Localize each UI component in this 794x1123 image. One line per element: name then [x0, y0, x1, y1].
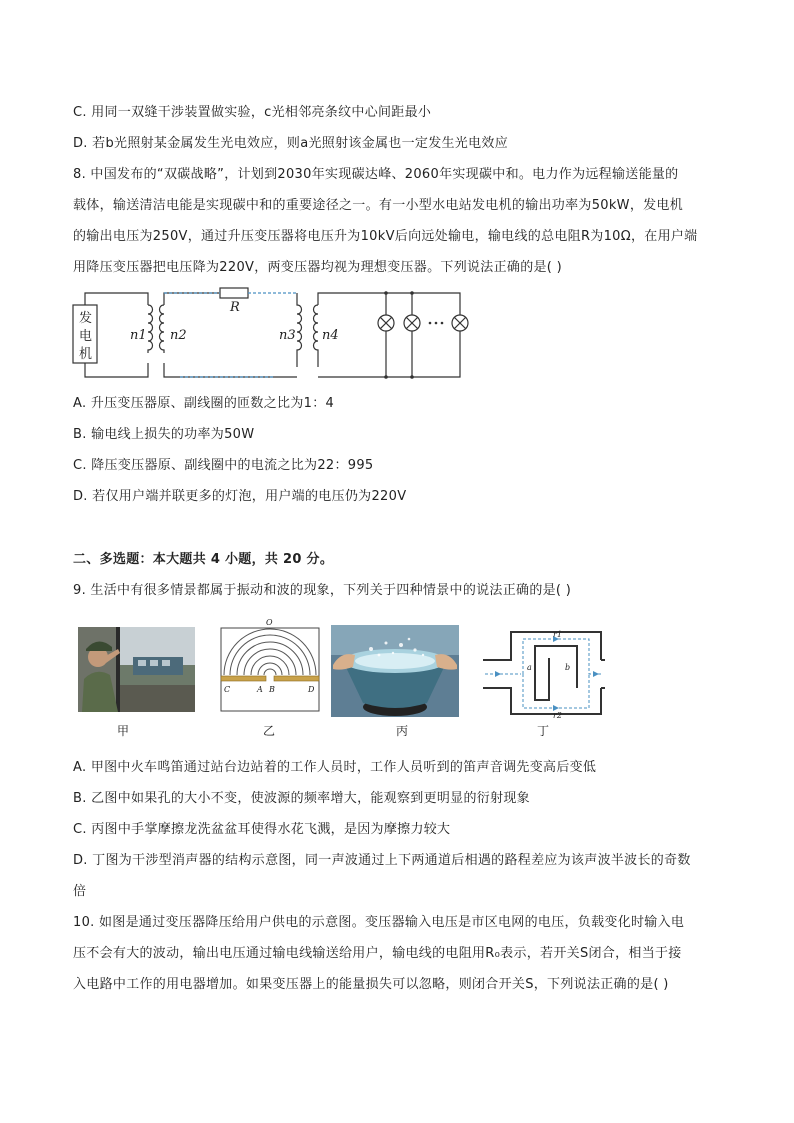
- caption-bing: 丙: [396, 724, 409, 738]
- q9-stem: 9. 生活中有很多情景都属于振动和波的现象，下列关于四种情景中的说法正确的是( ): [73, 583, 572, 598]
- coil-label-n1: n1: [130, 328, 147, 343]
- generator-char-1: 发: [79, 311, 93, 326]
- q9-option-d: D. 丁图为干涉型消声器的结构示意图，同一声波通过上下两通道后相遇的路程差应为该声波半波长的奇数: [73, 853, 691, 868]
- q8-option-d: D. 若仅用户端并联更多的灯泡，用户端的电压仍为220V: [73, 489, 407, 504]
- lamp-icon: [404, 315, 420, 331]
- label-r1: r1: [553, 630, 562, 639]
- label-o: O: [266, 618, 273, 627]
- caption-ding: 丁: [537, 724, 550, 738]
- q8-stem-line-4: 用降压变压器把电压降为220V，两变压器均视为理想变压器。下列说法正确的是( ): [73, 260, 562, 275]
- label-c: C: [224, 685, 231, 694]
- generator-char-3: 机: [79, 347, 93, 362]
- q8-option-a: A. 升压变压器原、副线圈的匝数之比为1：4: [73, 396, 335, 411]
- photo-bing-water-basin: [331, 625, 459, 717]
- q8-option-c: C. 降压变压器原、副线圈中的电流之比为22：995: [73, 458, 374, 473]
- q9-option-a: A. 甲图中火车鸣笛通过站台边站着的工作人员时，工作人员听到的笛声音调先变高后变低: [73, 760, 597, 775]
- generator-char-2: 电: [79, 329, 93, 344]
- transmission-circuit-diagram: [70, 285, 480, 385]
- coil-n2: [160, 305, 165, 353]
- caption-yi: 乙: [263, 724, 276, 738]
- coil-n3: [297, 293, 302, 367]
- silencer-diagram: [481, 628, 607, 720]
- q10-stem-line-1: 10. 如图是通过变压器降压给用户供电的示意图。变压器输入电压是市区电网的电压，负载变化时输入电: [73, 915, 685, 930]
- q9-option-b: B. 乙图中如果孔的大小不变，使波源的频率增大，能观察到更明显的衍射现象: [73, 791, 530, 806]
- coil-n1: [148, 305, 153, 353]
- q8-option-b: B. 输电线上损失的功率为50W: [73, 427, 255, 442]
- q9-option-c: C. 丙图中手掌摩擦龙洗盆盆耳使得水花飞溅，是因为摩擦力较大: [73, 822, 451, 837]
- label-a: A: [257, 685, 263, 694]
- label-a: a: [527, 663, 532, 672]
- photo-jia-worker-train: [78, 627, 195, 712]
- lamp-icon: [452, 315, 468, 331]
- q8-stem-line-2: 载体，输送清洁电能是实现碳中和的重要途径之一。有一小型水电站发电机的输出功率为50kW，发电机: [73, 198, 684, 213]
- label-b: b: [565, 663, 571, 672]
- q8-stem-line-1: 8. 中国发布的“双碳战略”，计划到2030年实现碳达峰、2060年实现碳中和。电力作为远程输送能量的: [73, 167, 679, 182]
- diffraction-diagram: [220, 620, 320, 712]
- coil-n4: [314, 305, 319, 367]
- lamp-icon: [378, 315, 394, 331]
- q7-option-c: C. 用同一双缝干涉装置做实验，c光相邻亮条纹中心间距最小: [73, 105, 432, 120]
- coil-label-n2: n2: [170, 328, 187, 343]
- q8-stem-line-3: 的输出电压为250V，通过升压变压器将电压升为10kV后向远处输电，输电线的总电阻R为10Ω，在用户端: [73, 229, 698, 244]
- q10-stem-line-3: 入电路中工作的用电器增加。如果变压器上的能量损失可以忽略，则闭合开关S，下列说法正确的是( ): [73, 977, 669, 992]
- q10-stem-line-2: 压不会有大的波动，输出电压通过输电线输送给用户，输电线的电阻用R₀表示，若开关S闭合，相当于接: [73, 946, 682, 961]
- caption-jia: 甲: [117, 724, 130, 738]
- coil-label-n3: n3: [279, 328, 296, 343]
- q9-option-d-cont: 倍: [73, 884, 87, 899]
- section-title: 二、多选题：本大题共 4 小题，共 20 分。: [73, 552, 334, 567]
- label-b: B: [269, 685, 275, 694]
- q7-option-d: D. 若b光照射某金属发生光电效应，则a光照射该金属也一定发生光电效应: [73, 136, 508, 151]
- coil-label-n4: n4: [322, 328, 339, 343]
- label-d: D: [308, 685, 315, 694]
- resistor-label: R: [230, 300, 240, 315]
- resistor-r: [220, 288, 248, 298]
- label-r2: r2: [553, 711, 562, 720]
